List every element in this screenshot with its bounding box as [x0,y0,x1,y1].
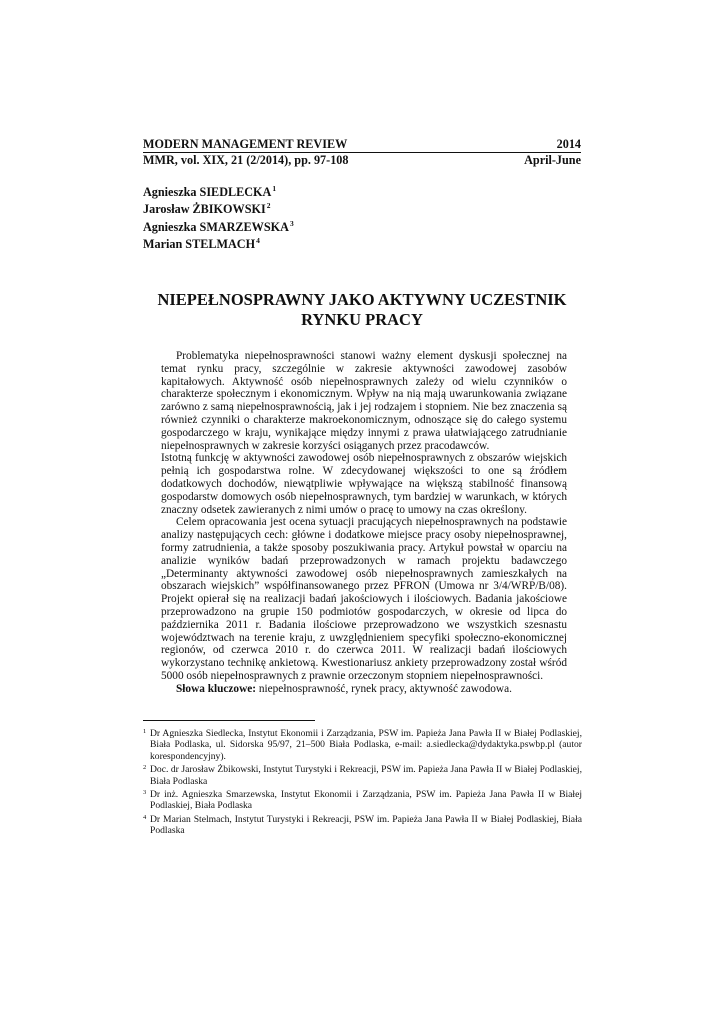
author [143,182,294,199]
journal-volume: MMR, vol. XIX, 21 (2/2014), pp. 97-108 [143,153,349,167]
abstract-paragraph: Problematyka niepełnosprawności stanowi ważny element dyskusji społecznej na temat rynku pracy, szczególnie w zakresie aktywności zawodowej zasobów kapitałowych. Aktywność osób niepełnosprawnych zależy od wielu czynników o charakterze społecznym i ekonomicznym. Wpływ na nią mają uwarunkowania związane zarówno z samą niepełnosprawnością, jak i jej rodzajem i stopniem. Nie bez znaczenia są również czynniki o charakterze makroekonomicznym, odnoszące się do całego systemu gospodarczego w kraju, wynikające między innymi z prawa ułatwiającego zatrudnianie niepełnosprawnych w zakresie korzyści osiąganych przez pracodawców. [161,350,567,452]
author-footnote-mark: 4 [256,236,260,246]
footnote [143,814,582,837]
title-line: RYNKU PRACY [301,310,423,329]
footnote-number: 1 [143,728,147,735]
author-footnote-mark: 3 [289,218,294,228]
author-name: Agnieszka SMARZEWSKA [143,219,289,234]
title-line: NIEPEŁNOSPRAWNY JAKO AKTYWNY UCZESTNIK [157,290,567,309]
footnote-text: Dr Agnieszka Siedlecka, Instytut Ekonomii i Zarządzania, PSW im. Papieża Jana Pawła II w Białej Podlaskiej, Biała Podlaska, ul. Sidorska 95/97, 21–500 Biała Podlaska, e-mail: a.siedlecka@dydaktyka.pswbp.pl (autor korespondencyjny). [150,728,582,762]
author [143,234,294,251]
author-name: Marian STELMACH [143,237,256,252]
author-footnote-mark: 1 [272,184,277,193]
journal-issue-row [143,153,581,167]
journal-header [143,137,581,153]
journal-period: April-June [524,153,581,167]
footnotes [143,728,582,839]
keywords-text: niepełnosprawność, rynek pracy, aktywność zawodowa. [258,682,512,695]
author-name: Agnieszka SIEDLECKA [143,185,272,199]
footnote [143,764,582,787]
author-list [143,182,294,252]
keywords-line [161,683,567,696]
keywords-label: Słowa kluczowe: [176,682,257,695]
paper-title [143,290,581,330]
author-footnote-mark: 2 [266,201,271,211]
footnote-text: Dr Marian Stelmach, Instytut Turystyki i Rekreacji, PSW im. Papieża Jana Pawła II w Białej Podlaskiej, Biała Podlaska [150,813,582,837]
footnote-separator [143,720,315,721]
author [143,217,294,234]
footnote [143,728,582,762]
abstract-paragraph: Celem opracowania jest ocena sytuacji pracujących niepełnosprawnych na podstawie analizy następujących cech: główne i dodatkowe miejsce pracy osoby niepełnosprawnej, formy zatrudnienia, a także sposoby poszukiwania pracy. Artykuł powstał w oparciu na analizie wyników badań przeprowadzonych w ramach projektu badawczego „Determinanty aktywności zawodowej osób niepełnosprawnych zamieszkałych na obszarach wiejskich” współfinansowanego przez PFRON (Umowa nr 3/4/WRP/B/08). Projekt opierał się na realizacji badań jakościowych i ilościowych. Badania jakościowe przeprowadzono na grupie 150 podmiotów gospodarczych, w okresie od lipca do października 2011 r. Badania ilościowe przeprowadzono we wszystkich szesnastu województwach na terenie kraju, z uwzględnieniem specyfiki społeczno-ekonomicznej regionów, od czerwca 2010 r. do czerwca 2011. W realizacji badań ilościowych wykorzystano technikę ankietową. Kwestionariusz ankiety przeprowadzony został wśród 5000 osób niepełnosprawnych z prawnie orzeczonym stopniem niepełnosprawności. [161,516,567,682]
author [143,199,294,216]
journal-name: MODERN MANAGEMENT REVIEW [143,137,348,151]
author-name: Jarosław ŻBIKOWSKI [143,202,266,217]
abstract-paragraph: Istotną funkcję w aktywności zawodowej osób niepełnosprawnych z obszarów wiejskich pełnią ich gospodarstwa rolne. W zdecydowanej większości to one są źródłem dodatkowych dochodów, niewątpliwie wpływające na większą stabilność finansową gospodarstw domowych osób niepełnosprawnych, tym bardziej w warunkach, w których znaczny odsetek zawieranych z nimi umów o pracę to umowy na czas określony. [161,452,567,516]
footnote-number: 2 [143,764,147,772]
footnote-text: Dr inż. Agnieszka Smarzewska, Instytut Ekonomii i Zarządzania, PSW im. Papieża Jana Pawła II w Białej Podlaskiej, Biała Podlaska [150,789,582,812]
journal-year: 2014 [556,137,581,151]
footnote [143,789,582,812]
footnote-number: 4 [143,813,147,821]
footnote-number: 3 [143,789,147,797]
abstract [161,350,567,696]
footnote-text: Doc. dr Jarosław Żbikowski, Instytut Turystyki i Rekreacji, PSW im. Papieża Jana Pawła II w Białej Podlaskiej, Biała Podlaska [150,764,582,787]
